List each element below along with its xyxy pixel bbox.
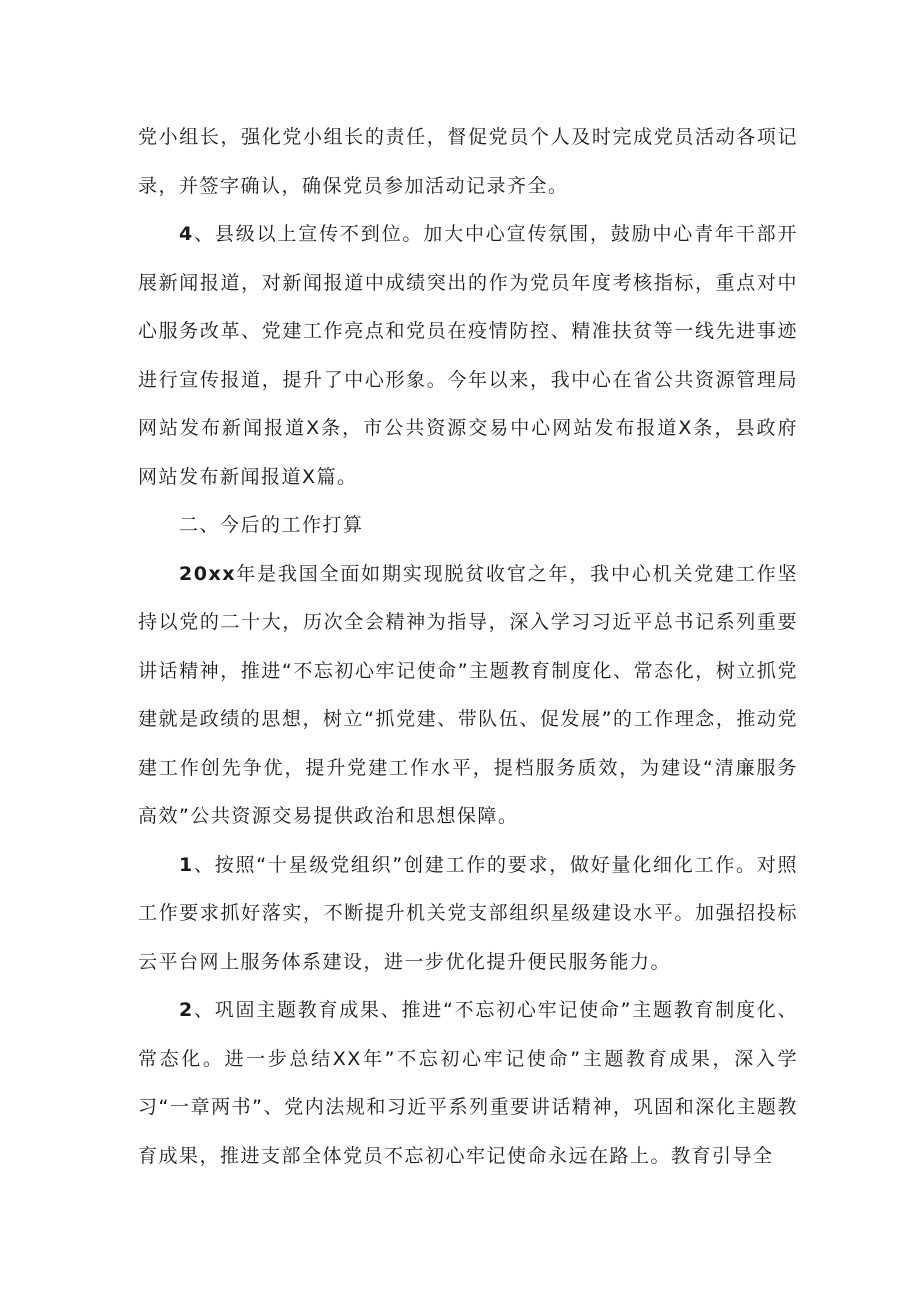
year-label: 20xx xyxy=(179,562,236,585)
paragraph-text: 党小组长，强化党小组长的责任，督促党员个人及时完成党员活动各项记录，并签字确认，确保党员参加活动记录齐全。 xyxy=(138,126,798,197)
paragraph-item-2 xyxy=(138,986,798,1180)
item-number: 2 xyxy=(179,999,194,1021)
section-heading xyxy=(138,501,798,550)
document-body xyxy=(138,113,798,1180)
paragraph-item-1 xyxy=(138,841,798,987)
paragraph-text: 、巩固主题教育成果、推进“不忘初心牢记使命”主题教育制度化、常态化。进一步总结XX年”不忘初心牢记使命”主题教育成果，深入学习“一章两书”、党内法规和习近平系列重要讲话精神，巩固和深化主题教育成果，推进支部全体党员不忘初心牢记使命永远在路上。教育引导全 xyxy=(138,999,798,1167)
paragraph-text: 年是我国全面如期实现脱贫收官之年，我中心机关党建工作坚持以党的二十大，历次全会精神为指导，深入学习习近平总书记系列重要讲话精神，推进“不忘初心牢记使命”主题教育制度化、常态化，树立抓党建就是政绩的思想，树立“抓党建、带队伍、促发展”的工作理念，推动党建工作创先争优，提升党建工作水平，提档服务质效，为建设“清廉服务高效”公共资源交易提供政治和思想保障。 xyxy=(138,562,798,827)
paragraph-intro xyxy=(138,550,798,841)
paragraph-text: 、县级以上宣传不到位。加大中心宣传氛围，鼓励中心青年干部开展新闻报道，对新闻报道中成绩突出的作为党员年度考核指标，重点对中心服务改革、党建工作亮点和党员在疫情防控、精准扶贫等一线先进事迹进行宣传报道，提升了中心形象。今年以来，我中心在省公共资源管理局网站发布新闻报道X条，市公共资源交易中心网站发布报道X条，县政府网站发布新闻报道X篇。 xyxy=(138,223,798,488)
section-heading-text: 二、今后的工作打算 xyxy=(179,514,364,536)
paragraph-item-4 xyxy=(138,210,798,501)
item-number: 1 xyxy=(179,853,194,876)
item-number: 4 xyxy=(179,223,194,245)
paragraph-text: 、按照“十星级党组织”创建工作的要求，做好量化细化工作。对照工作要求抓好落实，不断提升机关党支部组织星级建设水平。加强招投标云平台网上服务体系建设，进一步优化提升便民服务能力。 xyxy=(138,853,798,973)
paragraph-continuation xyxy=(138,113,798,210)
